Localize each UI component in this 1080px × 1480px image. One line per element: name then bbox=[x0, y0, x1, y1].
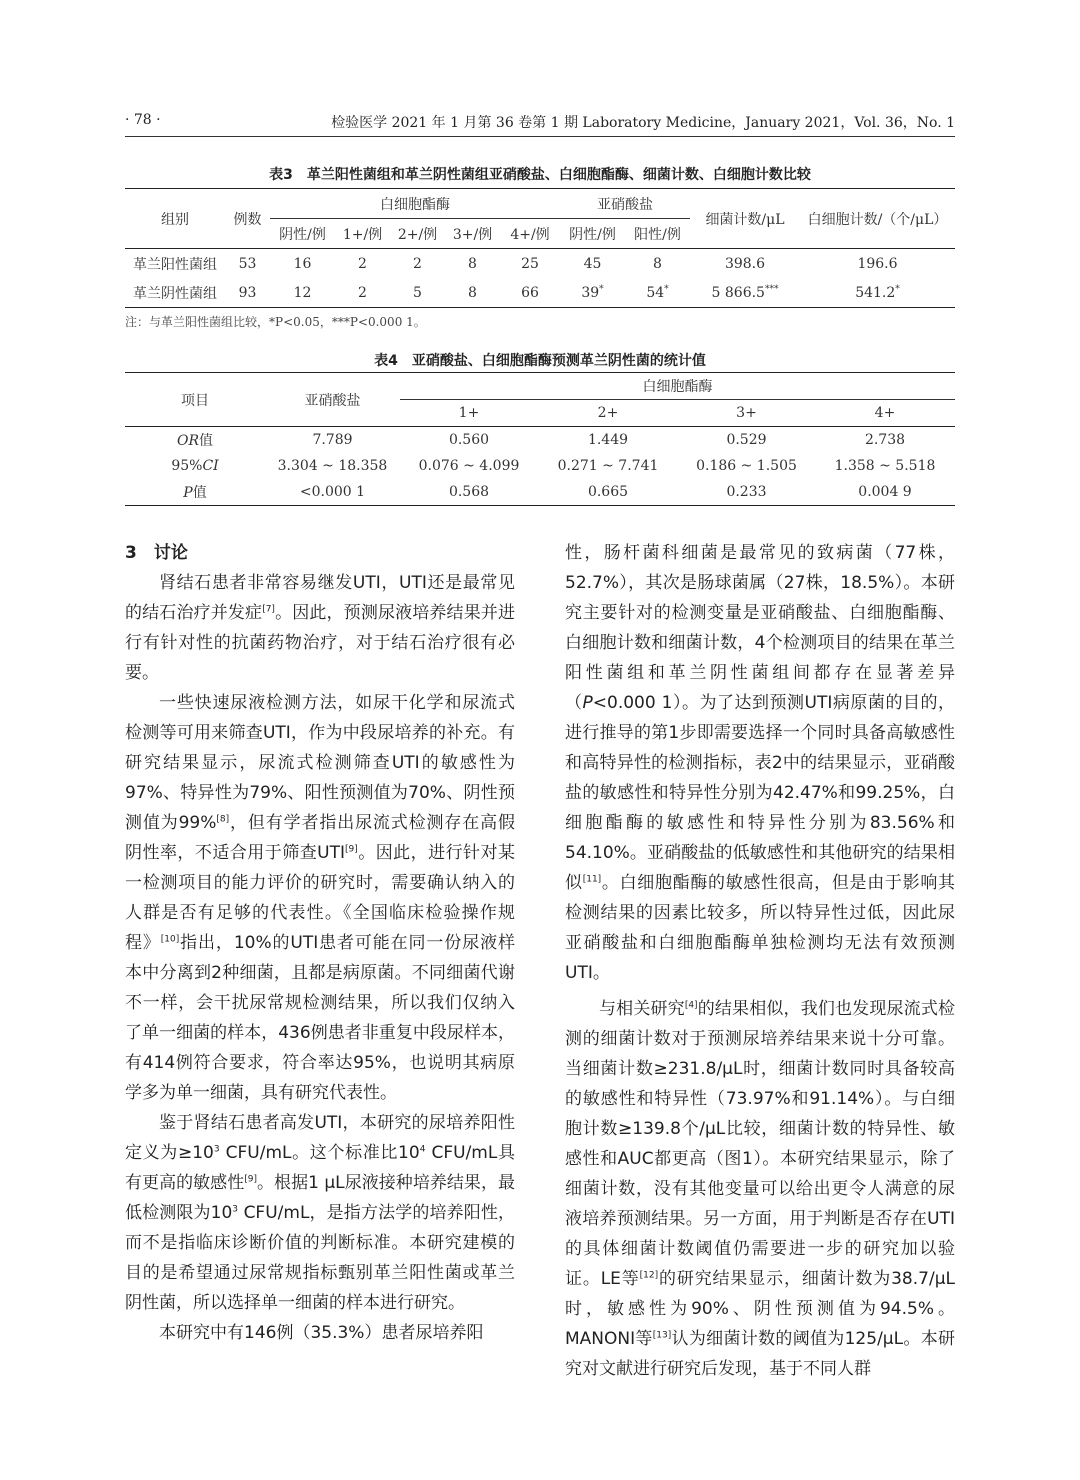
t3-cell: 2 bbox=[413, 255, 422, 272]
header-rule bbox=[125, 136, 955, 137]
t3-cell-group: 革兰阴性菌组 bbox=[133, 285, 217, 302]
t3-cell: 8 bbox=[468, 255, 477, 272]
paragraph: 与相关研究[4]的结果相似，我们也发现尿流式检测的细菌计数对于预测尿培养结果来说十分可靠。当细菌计数≥231.8/μL时，细菌计数同时具备较高的敏感性和特异性（73.97%和91.14%）。与白细胞计数≥139.8个/μL比较，细菌计数的特异性、敏感性和AUC都更高（图1）。本研究结果显示，除了细菌计数，没有其他变量可以给出更令人满意的尿液培养预测结果。另一方面，用于判断是否存在UTI的具体细菌计数阈值仍需要进一步的研究加以验证。LE等[12]的研究结果显示，细菌计数为38.7/μL时，敏感性为90%、阴性预测值为94.5%。MANONI等[13]认为细菌计数的阈值为125/μL。本研究对文献进行研究后发现，基于不同人群 bbox=[565, 999, 956, 1379]
t3-header-cases: 例数 bbox=[225, 189, 270, 249]
t3-header-bacteria: 细菌计数/μL bbox=[690, 189, 800, 249]
t4-sub-le-2: 2+ bbox=[597, 405, 619, 421]
section-heading: 3 讨论 bbox=[125, 543, 188, 563]
t3-cell: 2 bbox=[358, 255, 367, 272]
citation: [4] bbox=[684, 1000, 698, 1011]
t3-cell: 541.2* bbox=[855, 283, 900, 301]
t3-sub-le-1: 1+/例 bbox=[342, 226, 383, 243]
t3-cell-cases: 93 bbox=[238, 284, 257, 301]
page-number: · 78 · bbox=[125, 112, 161, 128]
t4-cell: 2.738 bbox=[864, 432, 906, 448]
citation: [12] bbox=[639, 1270, 659, 1281]
t4-cell: 1.358 ~ 5.518 bbox=[834, 458, 936, 474]
t4-sub-le-4: 4+ bbox=[874, 405, 896, 421]
t4-cell: 0.271 ~ 7.741 bbox=[557, 458, 659, 474]
paragraph: 本研究中有146例（35.3%）患者尿培养阳 bbox=[159, 1323, 484, 1343]
t4-header-le: 白细胞酯酶 bbox=[400, 373, 955, 400]
t3-sub-le-4: 4+/例 bbox=[510, 226, 550, 243]
t3-cell: 5 866.5*** bbox=[711, 283, 779, 301]
t3-header-wbc: 白细胞计数/（个/μL） bbox=[800, 189, 955, 249]
citation: [9] bbox=[244, 1174, 257, 1185]
t3-cell-group: 革兰阳性菌组 bbox=[133, 256, 217, 273]
table4 bbox=[125, 372, 955, 506]
t3-cell: 66 bbox=[521, 284, 539, 301]
t3-header-group: 组别 bbox=[125, 189, 225, 249]
paragraph: 一些快速尿液检测方法，如尿干化学和尿流式检测等可用来筛查UTI，作为中段尿培养的补充。有研究结果显示，尿流式检测筛查UTI的敏感性为97%、特异性为79%、阳性预测值为70%、阴性预测值为99%[8]，但有学者指出尿流式检测存在高假阴性率，不适合用于筛查UTI[9]。因此，进行针对某一检测项目的能力评价的研究时，需要确认纳入的人群是否有足够的代表性。《全国临床检验操作规程》[10]指出，10%的UTI患者可能在同一份尿液样本中分离到2种细菌，且都是病原菌。不同细菌代谢不一样，会干扰尿常规检测结果，所以我们仅纳入了单一细菌的样本，436例患者非重复中段尿样本，有414例符合要求，符合率达95%，也说明其病原学多为单一细菌，具有研究代表性。 bbox=[125, 693, 515, 1103]
t3-cell: 16 bbox=[293, 255, 312, 272]
journal-info: 检验医学 2021 年 1 月第 36 卷第 1 期 Laboratory Medicine，January 2021，Vol. 36，No. 1 bbox=[331, 115, 955, 131]
t4-cell: 0.233 bbox=[726, 484, 767, 500]
citation: [11] bbox=[582, 874, 602, 885]
t4-row-label: P值 bbox=[183, 485, 207, 501]
t4-sub-le-3: 3+ bbox=[736, 405, 757, 421]
t4-cell: <0.000 1 bbox=[299, 484, 366, 500]
paragraph: 性，肠杆菌科细菌是最常见的致病菌（77株，52.7%），其次是肠球菌属（27株，18.5%）。本研究主要针对的检测变量是亚硝酸盐、白细胞酯酶、白细胞计数和细菌计数，4个检测项目的结果在革兰阳性菌组和革兰阴性菌组间都存在显著差异（P<0.000 1）。为了达到预测UTI病原菌的目的，进行推导的第1步即需要选择一个同时具备高敏感性和高特异性的检测指标，表2中的结果显示，亚硝酸盐的敏感性和特异性分别为42.47%和99.25%，白细胞酯酶的敏感性和特异性分别为83.56%和54.10%。亚硝酸盐的低敏感性和其他研究的结果相似[11]。白细胞酯酶的敏感性很高，但是由于影响其检测结果的因素比较多，所以特异性过低，因此尿亚硝酸盐和白细胞酯酶单独检测均无法有效预测UTI。 bbox=[565, 543, 956, 983]
table-row bbox=[125, 479, 955, 506]
t3-cell: 54* bbox=[646, 283, 669, 301]
t3-header-nitrite: 亚硝酸盐 bbox=[560, 189, 690, 219]
t3-sub-nitrite-neg: 阴性/例 bbox=[569, 226, 616, 243]
table-row bbox=[125, 453, 955, 479]
t3-cell: 8 bbox=[468, 284, 477, 301]
t4-cell: 7.789 bbox=[312, 432, 353, 448]
table3 bbox=[125, 188, 955, 308]
table-row bbox=[125, 278, 955, 308]
t3-sub-le-2: 2+/例 bbox=[397, 226, 438, 243]
citation: [8] bbox=[216, 814, 230, 825]
t3-cell: 8 bbox=[653, 255, 662, 272]
t3-cell: 12 bbox=[293, 284, 312, 301]
t4-cell: 0.076 ~ 4.099 bbox=[418, 458, 520, 474]
t3-cell-cases: 53 bbox=[238, 255, 257, 272]
table-row bbox=[125, 427, 955, 454]
t3-cell: 39* bbox=[581, 283, 604, 301]
t3-sub-nitrite-pos: 阳性/例 bbox=[634, 226, 681, 243]
t3-sub-le-3: 3+/例 bbox=[452, 226, 493, 243]
paragraph: 肾结石患者非常容易继发UTI，UTI还是最常见的结石治疗并发症[7]。因此，预测尿液培养结果并进行有针对性的抗菌药物治疗，对于结石治疗很有必要。 bbox=[125, 573, 516, 683]
t4-cell: 0.004 9 bbox=[858, 484, 912, 500]
t3-cell: 2 bbox=[358, 284, 367, 301]
table-row bbox=[125, 249, 955, 279]
t4-row-label: OR值 bbox=[176, 433, 214, 449]
t3-cell: 196.6 bbox=[857, 255, 898, 272]
t4-cell: 0.560 bbox=[448, 432, 490, 448]
table3-caption: 表3 革兰阳性菌组和革兰阴性菌组亚硝酸盐、白细胞酯酶、细菌计数、白细胞计数比较 bbox=[269, 167, 811, 183]
t4-sub-le-1: 1+ bbox=[458, 405, 480, 421]
t4-cell: 0.529 bbox=[726, 432, 767, 448]
citation: [9] bbox=[345, 844, 358, 855]
citation: [7] bbox=[262, 604, 275, 615]
table4-caption: 表4 亚硝酸盐、白细胞酯酶预测革兰阴性菌的统计值 bbox=[374, 353, 706, 369]
t4-header-nitrite: 亚硝酸盐 bbox=[265, 373, 400, 427]
t4-row-label: 95%CI bbox=[171, 458, 219, 474]
body-column-right bbox=[565, 538, 955, 1384]
t3-cell: 45 bbox=[583, 255, 602, 272]
running-header bbox=[125, 112, 955, 136]
table3-note: 注：与革兰阳性菌组比较，*P<0.05，***P<0.000 1。 bbox=[125, 315, 426, 329]
body-column-left bbox=[125, 538, 515, 1348]
citation: [13] bbox=[652, 1330, 672, 1341]
t4-header-item: 项目 bbox=[125, 373, 265, 427]
t3-cell: 5 bbox=[413, 284, 422, 301]
citation: [10] bbox=[160, 934, 180, 945]
t3-header-le: 白细胞酯酶 bbox=[270, 189, 560, 219]
t4-cell: 0.568 bbox=[448, 484, 490, 500]
t4-cell: 3.304 ~ 18.358 bbox=[277, 458, 388, 474]
t3-cell: 25 bbox=[521, 255, 539, 272]
t3-cell: 398.6 bbox=[724, 255, 766, 272]
t4-cell: 1.449 bbox=[587, 432, 629, 448]
paragraph: 鉴于肾结石患者高发UTI，本研究的尿培养阳性定义为$\ge 10^3$ CFU/mL。这个标准比$10^4$ CFU/mL具有更高的敏感性[9]。根据1 μL尿液接种培养结果，最低检测限为$10^3$ CFU/mL，是指方法学的培养阳性，而不是指临床诊断价值的判断标准。本研究建模的目的是希望通过尿常规指标甄别革兰阳性菌或革兰阴性菌，所以选择单一细菌的样本进行研究。 bbox=[125, 1113, 515, 1313]
t4-cell: 0.186 ~ 1.505 bbox=[696, 458, 797, 474]
t3-sub-le-neg: 阴性/例 bbox=[279, 226, 326, 243]
t4-cell: 0.665 bbox=[587, 484, 629, 500]
